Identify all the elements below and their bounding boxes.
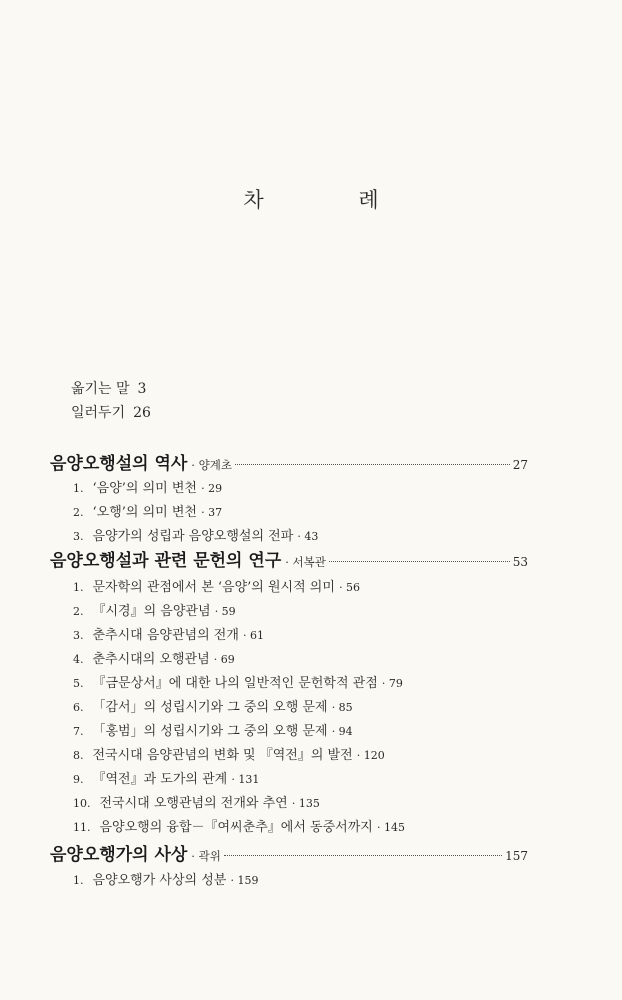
section-title: 음양오행설의 역사 xyxy=(50,454,188,474)
page-title: 차 례 xyxy=(243,188,423,212)
toc-front-item[interactable] xyxy=(71,378,146,398)
item-number: 2. xyxy=(73,605,84,618)
section-title: 음양오행설과 관련 문헌의 연구 xyxy=(50,551,282,571)
item-number: 1. xyxy=(73,581,84,594)
item-number: 3. xyxy=(73,530,84,543)
item-text: ‘음양’의 의미 변천 xyxy=(92,481,197,496)
section-author: · 양계초 xyxy=(191,458,232,472)
item-text: ‘오행’의 의미 변천 xyxy=(92,505,197,520)
item-page: · 131 xyxy=(231,773,260,786)
item-number: 6. xyxy=(73,701,84,714)
toc-front-page: 3 xyxy=(137,381,147,397)
toc-item[interactable] xyxy=(73,672,403,691)
toc-item[interactable] xyxy=(73,792,320,811)
dot-leader xyxy=(224,855,502,856)
toc-item[interactable] xyxy=(73,501,222,520)
item-text: 춘추시대 음양관념의 전개 xyxy=(92,628,239,643)
item-number: 9. xyxy=(73,773,84,786)
item-page: · 79 xyxy=(381,677,403,690)
item-number: 7. xyxy=(73,725,84,738)
item-text: 『시경』의 음양관념 xyxy=(92,604,211,619)
toc-front-item[interactable] xyxy=(71,402,151,422)
toc-item[interactable] xyxy=(73,648,235,667)
item-page: · 145 xyxy=(376,821,405,834)
toc-item[interactable] xyxy=(73,816,405,835)
item-page: · 69 xyxy=(213,653,235,666)
section-title: 음양오행가의 사상 xyxy=(50,845,188,865)
toc-item[interactable] xyxy=(73,624,264,643)
item-text: 전국시대 오행관념의 전개와 추연 xyxy=(99,796,288,811)
item-number: 4. xyxy=(73,653,84,666)
toc-item[interactable] xyxy=(73,576,360,595)
item-number: 2. xyxy=(73,506,84,519)
item-page: · 61 xyxy=(243,629,265,642)
item-text: 음양오행의 융합－『여씨춘추』에서 동중서까지 xyxy=(99,820,373,835)
section-page: 157 xyxy=(505,849,528,863)
item-text: 「감서」의 성립시기와 그 중의 오행 문제 xyxy=(92,700,328,715)
item-text: 문자학의 관점에서 본 ‘음양’의 원시적 의미 xyxy=(92,580,335,595)
item-text: 『금문상서』에 대한 나의 일반적인 문헌학적 관점 xyxy=(92,676,378,691)
toc-front-label: 일러두기 xyxy=(71,405,126,421)
item-text: 춘추시대의 오행관념 xyxy=(92,652,210,667)
toc-item[interactable] xyxy=(73,696,353,715)
item-text: 음양가의 성립과 음양오행설의 전파 xyxy=(92,529,294,544)
item-page: · 37 xyxy=(201,506,223,519)
item-page: · 56 xyxy=(339,581,361,594)
toc-section-heading[interactable] xyxy=(50,546,528,571)
item-number: 5. xyxy=(73,677,84,690)
toc-item[interactable] xyxy=(73,720,353,739)
item-page: · 120 xyxy=(356,749,385,762)
item-number: 1. xyxy=(73,482,84,495)
toc-item[interactable] xyxy=(73,525,318,544)
section-author: · 곽위 xyxy=(191,849,221,863)
dot-leader xyxy=(235,464,510,465)
item-page: · 43 xyxy=(297,530,319,543)
item-page: · 59 xyxy=(214,605,236,618)
section-page: 53 xyxy=(512,555,528,569)
item-text: 전국시대 음양관념의 변화 및 『역전』의 발전 xyxy=(92,748,353,763)
item-page: · 94 xyxy=(331,725,353,738)
item-page: · 29 xyxy=(201,482,223,495)
toc-section-heading[interactable] xyxy=(50,449,528,474)
item-number: 1. xyxy=(73,874,84,887)
item-text: 「홍범」의 성립시기와 그 중의 오행 문제 xyxy=(92,724,328,739)
section-page: 27 xyxy=(512,458,528,472)
toc-front-label: 옮기는 말 xyxy=(71,381,130,397)
toc-front-page: 26 xyxy=(133,405,151,421)
item-text: 『역전』과 도가의 관계 xyxy=(92,772,228,787)
item-page: · 159 xyxy=(230,874,259,887)
toc-item[interactable] xyxy=(73,744,385,763)
item-text: 음양오행가 사상의 성분 xyxy=(92,873,227,888)
toc-item[interactable] xyxy=(73,600,236,619)
toc-item[interactable] xyxy=(73,768,259,787)
item-page: · 135 xyxy=(291,797,320,810)
item-page: · 85 xyxy=(331,701,353,714)
item-number: 3. xyxy=(73,629,84,642)
item-number: 10. xyxy=(73,797,91,810)
item-number: 8. xyxy=(73,749,84,762)
item-number: 11. xyxy=(73,821,91,834)
toc-item[interactable] xyxy=(73,477,222,496)
dot-leader xyxy=(329,561,510,562)
section-author: · 서복관 xyxy=(285,555,326,569)
toc-item[interactable] xyxy=(73,869,259,888)
toc-section-heading[interactable] xyxy=(50,840,528,865)
